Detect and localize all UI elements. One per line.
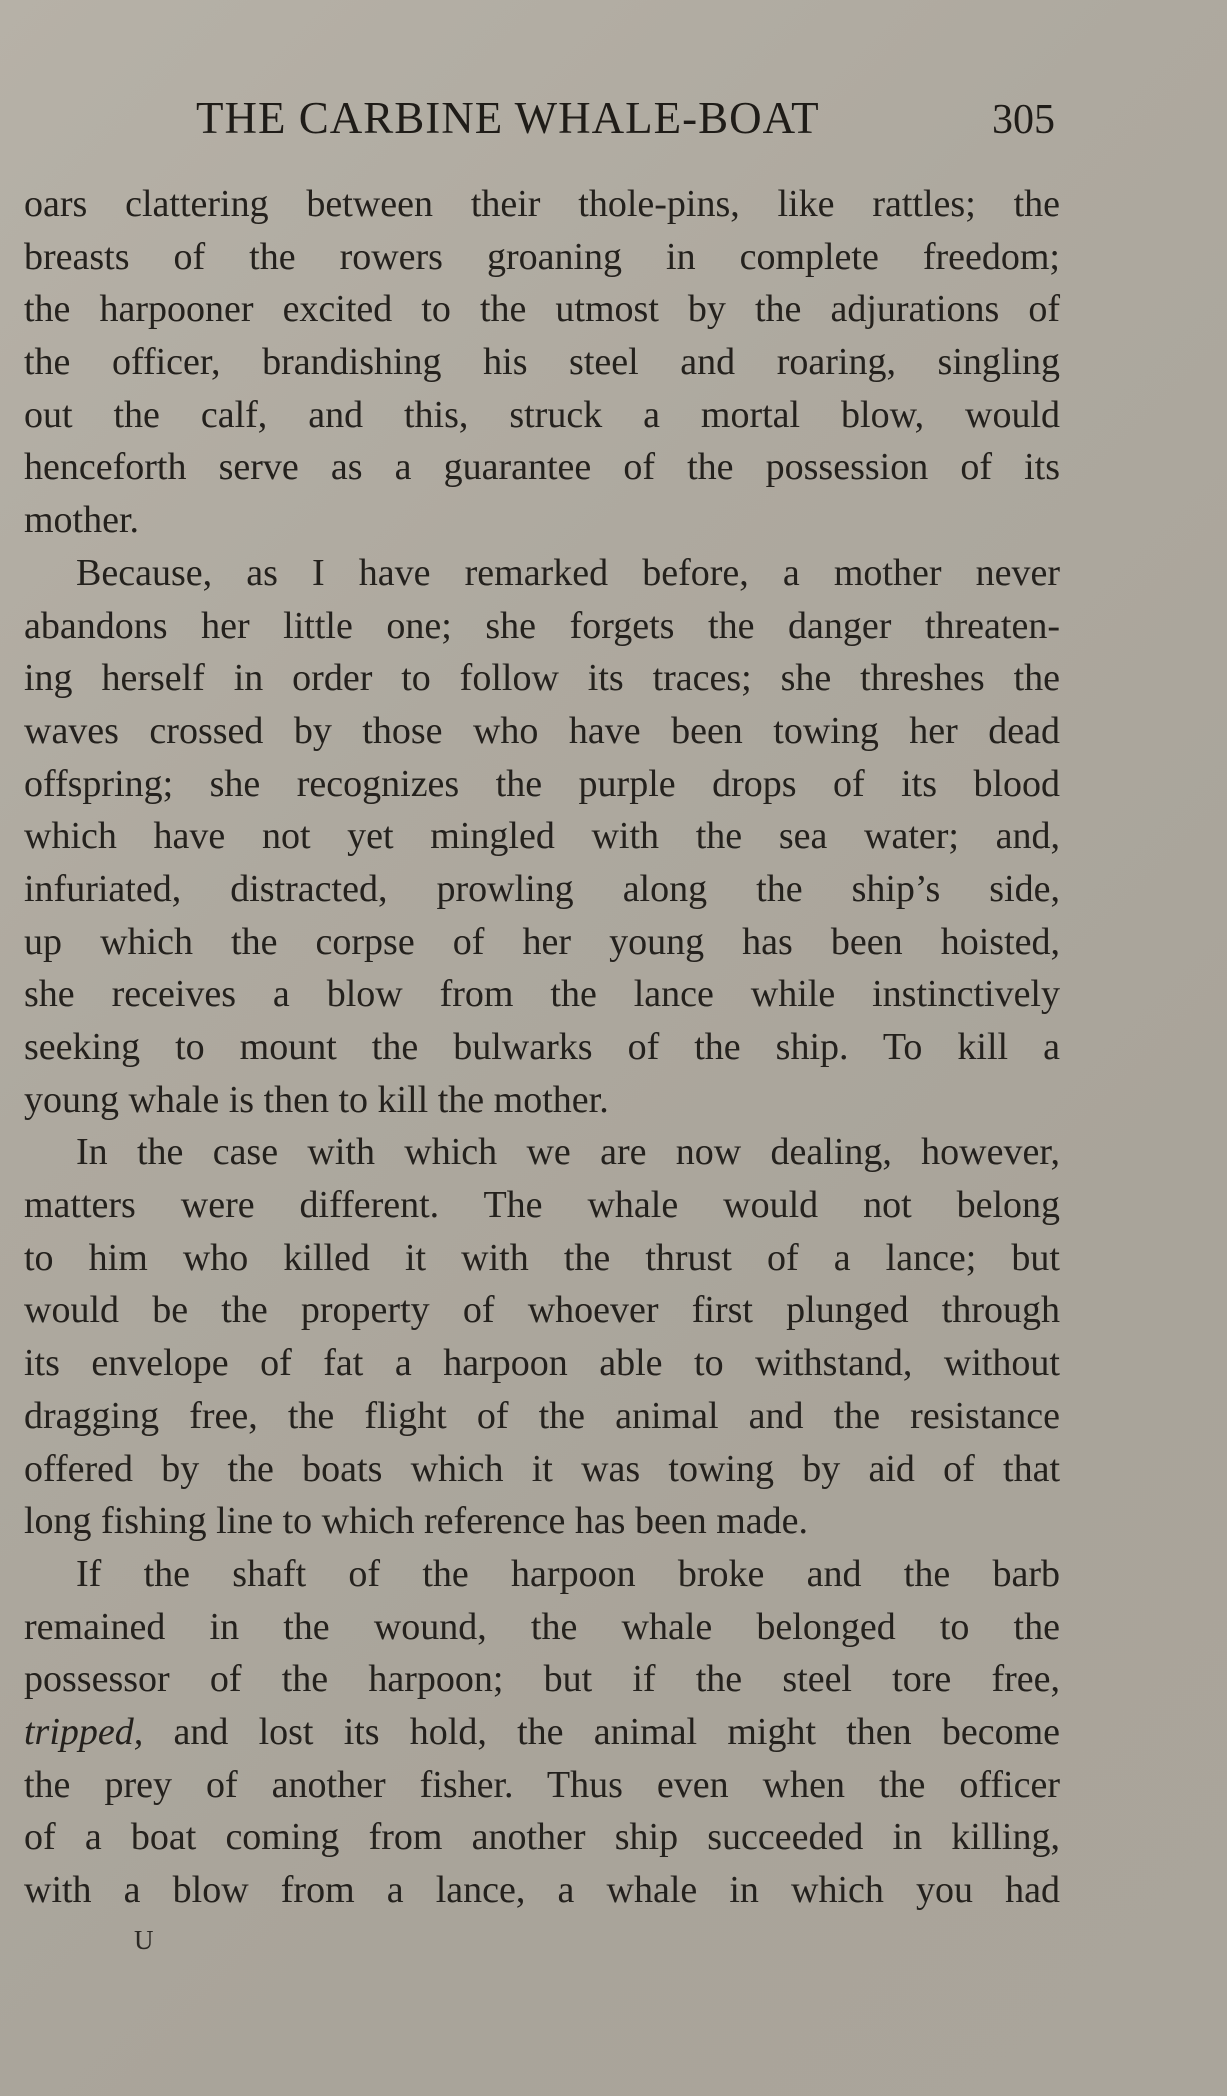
text-line: ing herself in order to follow its traces; she threshes the xyxy=(24,657,1060,700)
text-line: infuriated, distracted, prowling along the ship’s side, xyxy=(24,867,1060,910)
text-line: which have not yet mingled with the sea water; and, xyxy=(24,815,1060,858)
text-line: henceforth serve as a guarantee of the possession of its xyxy=(24,446,1060,489)
text-line: matters were different. The whale would not belong xyxy=(24,1184,1060,1227)
text-line: breasts of the rowers groaning in complete freedom; xyxy=(24,235,1060,278)
text-line: mother. xyxy=(24,499,140,542)
text-line xyxy=(24,1706,1060,1759)
text-line: with a blow from a lance, a whale in which you had xyxy=(24,1869,1060,1911)
text-line: would be the property of whoever first plunged through xyxy=(24,1289,1060,1332)
text-line: its envelope of fat a harpoon able to withstand, without xyxy=(24,1342,1060,1385)
text-line: long fishing line to which reference has been made. xyxy=(24,1500,808,1543)
text-line: the harpooner excited to the utmost by the adjurations of xyxy=(24,288,1060,331)
text-line: waves crossed by those who have been towing her dead xyxy=(24,709,1060,752)
text-line: oars clattering between their thole-pins, like rattles; the xyxy=(24,183,1060,225)
text-line: remained in the wound, the whale belonged to the xyxy=(24,1605,1060,1648)
text-line: she receives a blow from the lance while instinctively xyxy=(24,973,1060,1016)
paragraph-start-line: In the case with which we are now dealing, however, xyxy=(76,1131,1060,1174)
paragraph-start-line: Because, as I have remarked before, a mother never xyxy=(76,551,1060,594)
text-line: abandons her little one; she forgets the danger threaten- xyxy=(24,604,1060,647)
text-line: possessor of the harpoon; but if the steel tore free, xyxy=(24,1658,1060,1701)
text-line: dragging free, the flight of the animal and the resistance xyxy=(24,1394,1060,1437)
page-number: 305 xyxy=(992,97,1055,143)
text-line: of a boat coming from another ship succeeded in killing, xyxy=(24,1816,1060,1859)
paragraph-start-line: If the shaft of the harpoon broke and the barb xyxy=(76,1552,1060,1595)
text-line: the prey of another fisher. Thus even when the officer xyxy=(24,1763,1060,1806)
signature-mark: U xyxy=(134,1925,154,1955)
running-title: THE CARBINE WHALE-BOAT xyxy=(196,93,820,143)
body-text xyxy=(24,178,1060,1917)
text-line: young whale is then to kill the mother. xyxy=(24,1078,609,1121)
text-line: seeking to mount the bulwarks of the ship. To kill a xyxy=(24,1026,1060,1068)
text-line-rest: and lost its hold, the animal might then become xyxy=(173,1710,1061,1753)
text-line: up which the corpse of her young has been hoisted, xyxy=(24,920,1060,963)
text-line: offspring; she recognizes the purple drops of its blood xyxy=(24,762,1060,805)
text-line: the officer, brandishing his steel and roaring, singling xyxy=(24,341,1060,384)
text-line: out the calf, and this, struck a mortal blow, would xyxy=(24,393,1060,436)
text-line: offered by the boats which it was towing by aid of that xyxy=(24,1447,1060,1490)
text-line: to him who killed it with the thrust of a lance; but xyxy=(24,1236,1060,1279)
italic-word: tripped, xyxy=(24,1710,144,1753)
